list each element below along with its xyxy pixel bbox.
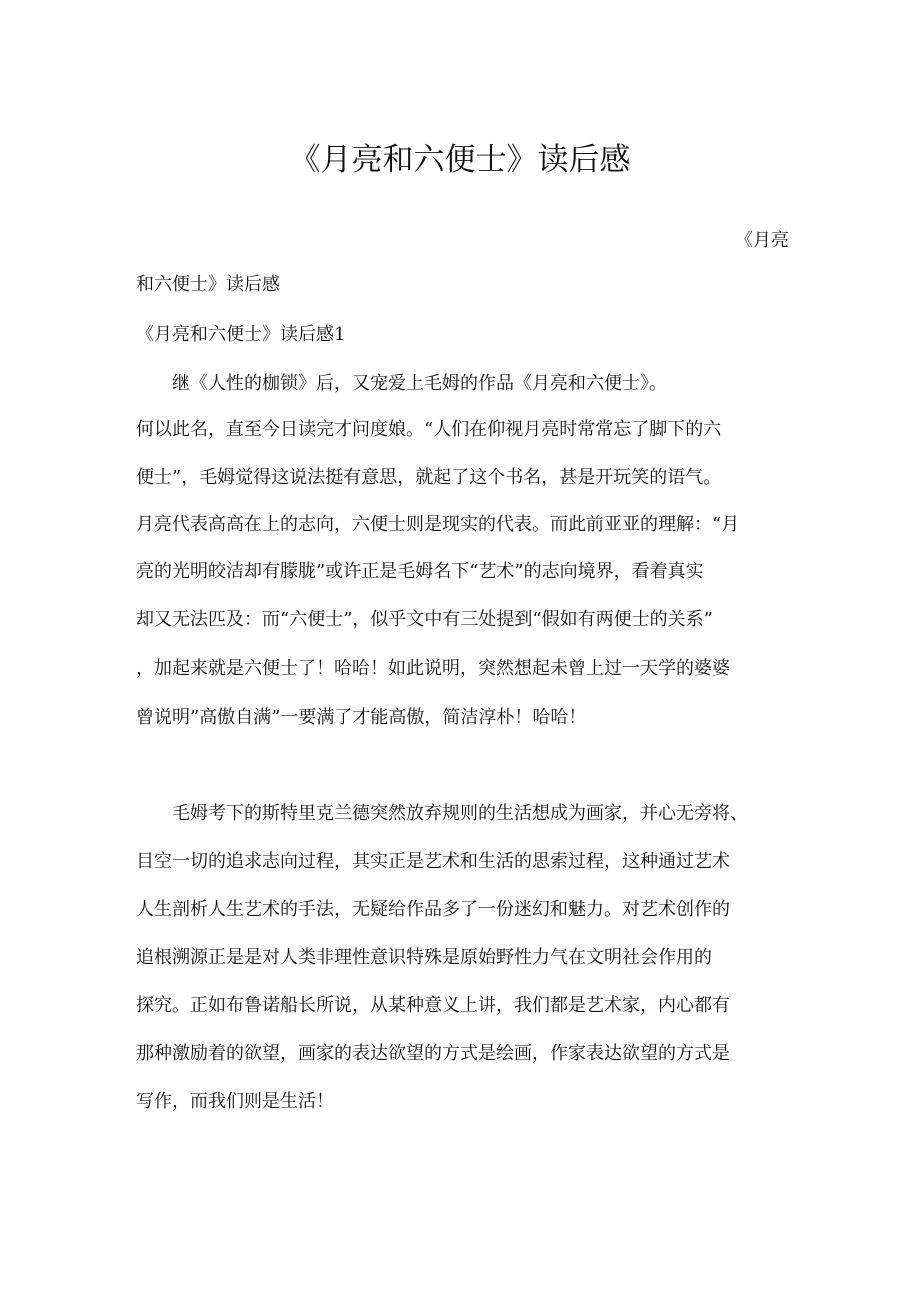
- paragraph2-line: 毛姆考下的斯特里克兰德突然放弃规则的生活想成为画家，并心无旁将、: [172, 803, 748, 824]
- paragraph1-line: 月亮代表高高在上的志向，六便士则是现实的代表。而此前亚亚的理解：“月: [136, 514, 740, 535]
- paragraph2-line: 追根溯源正是是对人类非理性意识特殊是原始野性力气在文明社会作用的: [136, 947, 712, 968]
- paragraph1-line: ，加起来就是六便士了！哈哈！如此说明，突然想起未曾上过一天学的婆婆: [136, 658, 730, 679]
- paragraph1-line: 继《人性的枷锁》后，又宠爱上毛姆的作品《月亮和六便士》。: [172, 373, 667, 394]
- paragraph1-line: 便士”，毛姆觉得这说法挺有意思，就起了这个书名，甚是开玩笑的语气。: [136, 467, 722, 488]
- paragraph1-line: 亮的光明皎洁却有朦胧”或许正是毛姆名下“艺术”的志向境界，看着真实: [136, 561, 704, 582]
- paragraph2-line: 人生剖析人生艺术的手法，无疑给作品多了一份迷幻和魅力。对艺术创作的: [136, 899, 730, 920]
- paragraph2-line: 那种激励着的欲望，画家的表达欲望的方式是绘画，作家表达欲望的方式是: [136, 1043, 730, 1064]
- paragraph1-line: 却又无法匹及：而“六便士”，似乎文中有三处提到“假如有两便士的关系”: [136, 609, 713, 630]
- header-line-right: 《月亮: [735, 230, 789, 251]
- section-heading: 《月亮和六便士》读后感1: [136, 324, 346, 345]
- header-line-continuation: 和六便士》读后感: [136, 274, 280, 295]
- paragraph2-line: 探究。正如布鲁诺船长所说，从某种意义上讲，我们都是艺术家，内心都有: [136, 995, 730, 1016]
- paragraph2-line: 目空一切的追求志向过程，其实正是艺术和生活的思索过程，这种通过艺术: [136, 851, 730, 872]
- paragraph1-line: 曾说明”高傲自满”一要满了才能高傲，简洁淳朴！哈哈！: [136, 707, 587, 728]
- paragraph1-line: 何以此名，直至今日读完才问度娘。“人们在仰视月亮时常常忘了脚下的六: [136, 419, 722, 440]
- paragraph2-line: 写作，而我们则是生活！: [136, 1091, 334, 1112]
- document-title: 《月亮和六便士》读后感: [289, 142, 631, 178]
